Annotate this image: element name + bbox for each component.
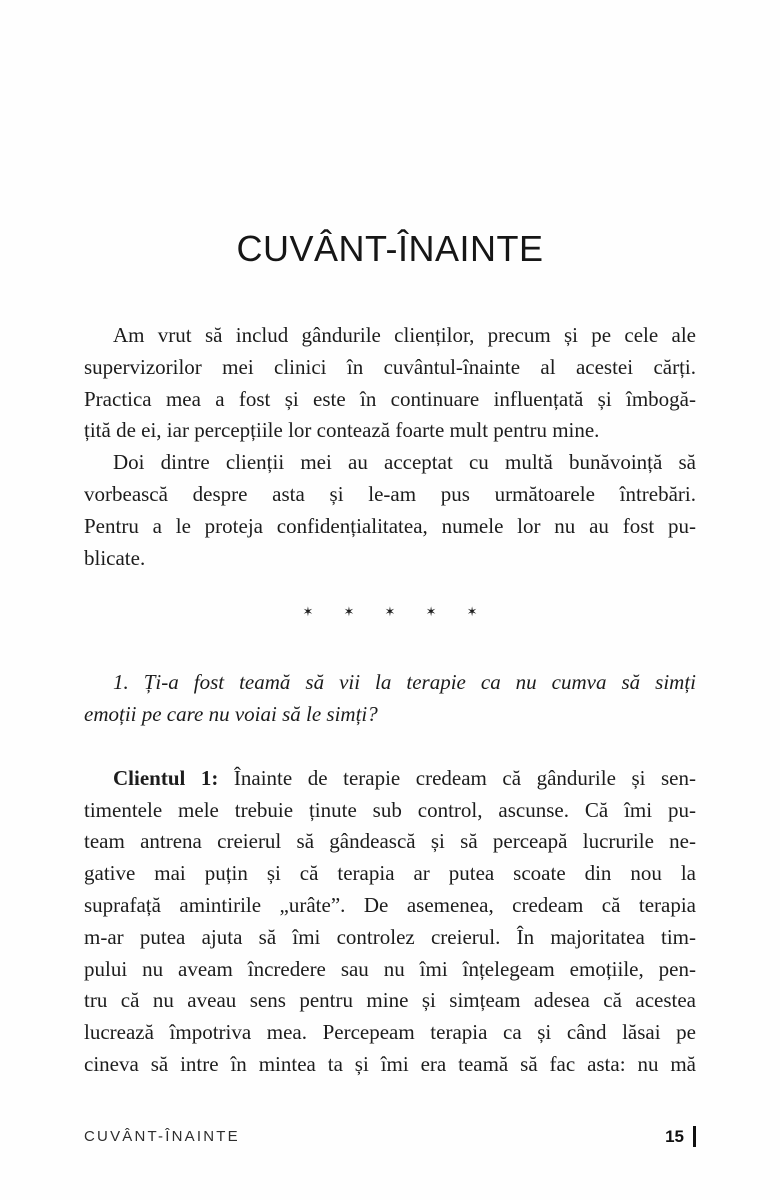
text-line: lucrează împotriva mea. Percepeam terapia ca și când lăsai pe	[84, 1020, 696, 1045]
text-line: timentele mele trebuie ținute sub control, ascunse. Că îmi pu-	[84, 797, 696, 822]
paragraph	[84, 320, 696, 447]
text-line: gative mai puțin și că terapia ar putea scoate din nou la	[84, 861, 696, 886]
footer-section-label: CUVÂNT-ÎNAINTE	[84, 1128, 240, 1145]
text-line: tru că nu aveau sens pentru mine și simțeam adesea că acestea	[84, 988, 696, 1013]
question-line: emoții pe care nu voiai să le simți?	[84, 701, 378, 726]
paragraph	[84, 447, 696, 574]
text-line: team antrena creierul să gândească și să perceapă lucrurile ne-	[84, 829, 696, 854]
text-line: suprafață amintirile „urâte”. De asemenea, credeam că terapia	[84, 892, 696, 917]
page-title: CUVÂNT-ÎNAINTE	[236, 228, 544, 270]
speaker-label: Clientul 1:	[113, 765, 219, 790]
text-line: Practica mea a fost și este în continuare influențată și îmbogă-	[84, 386, 696, 411]
text-line: Am vrut să includ gândurile clienților, precum și pe cele ale	[113, 323, 696, 347]
text-line: blicate.	[84, 545, 146, 570]
text-line: Pentru a le proteja confidențialitatea, numele lor nu au fost pu-	[84, 513, 696, 538]
page-number: 15	[665, 1126, 684, 1146]
text-line: pului nu aveam încredere sau nu îmi înțelegeam emoțiile, pen-	[84, 956, 696, 981]
client-answer-paragraph	[84, 763, 696, 1081]
text-line: m-ar putea ajuta să îmi controlez creierul. În majoritatea tim-	[84, 924, 696, 949]
question-line: 1. Ți-a fost teamă să vii la terapie ca nu cumva să simți	[113, 670, 696, 695]
text-line: Doi dintre clienții mei au acceptat cu multă bunăvoință să	[113, 450, 696, 475]
page-number-rule	[693, 1126, 696, 1147]
interview-question	[84, 667, 696, 731]
text-line: țită de ei, iar percepțiile lor contează foarte mult pentru mine.	[84, 418, 600, 443]
section-separator-stars: ✶ ✶ ✶ ✶ ✶	[302, 605, 491, 621]
body-text	[84, 320, 696, 1081]
text-line-rest: Înainte de terapie credeam că gândurile și sen-	[218, 765, 696, 790]
text-line: vorbească despre asta și le-am pus următoarele întrebări.	[84, 481, 696, 506]
footer-page-group	[665, 1126, 696, 1147]
page-footer	[84, 1126, 696, 1147]
text-line: cineva să intre în mintea ta și îmi era teamă să fac asta: nu mă	[84, 1051, 696, 1076]
text-line	[84, 763, 696, 795]
text-line: supervizorilor mei clinici în cuvântul-înainte al acestei cărți.	[84, 354, 696, 379]
